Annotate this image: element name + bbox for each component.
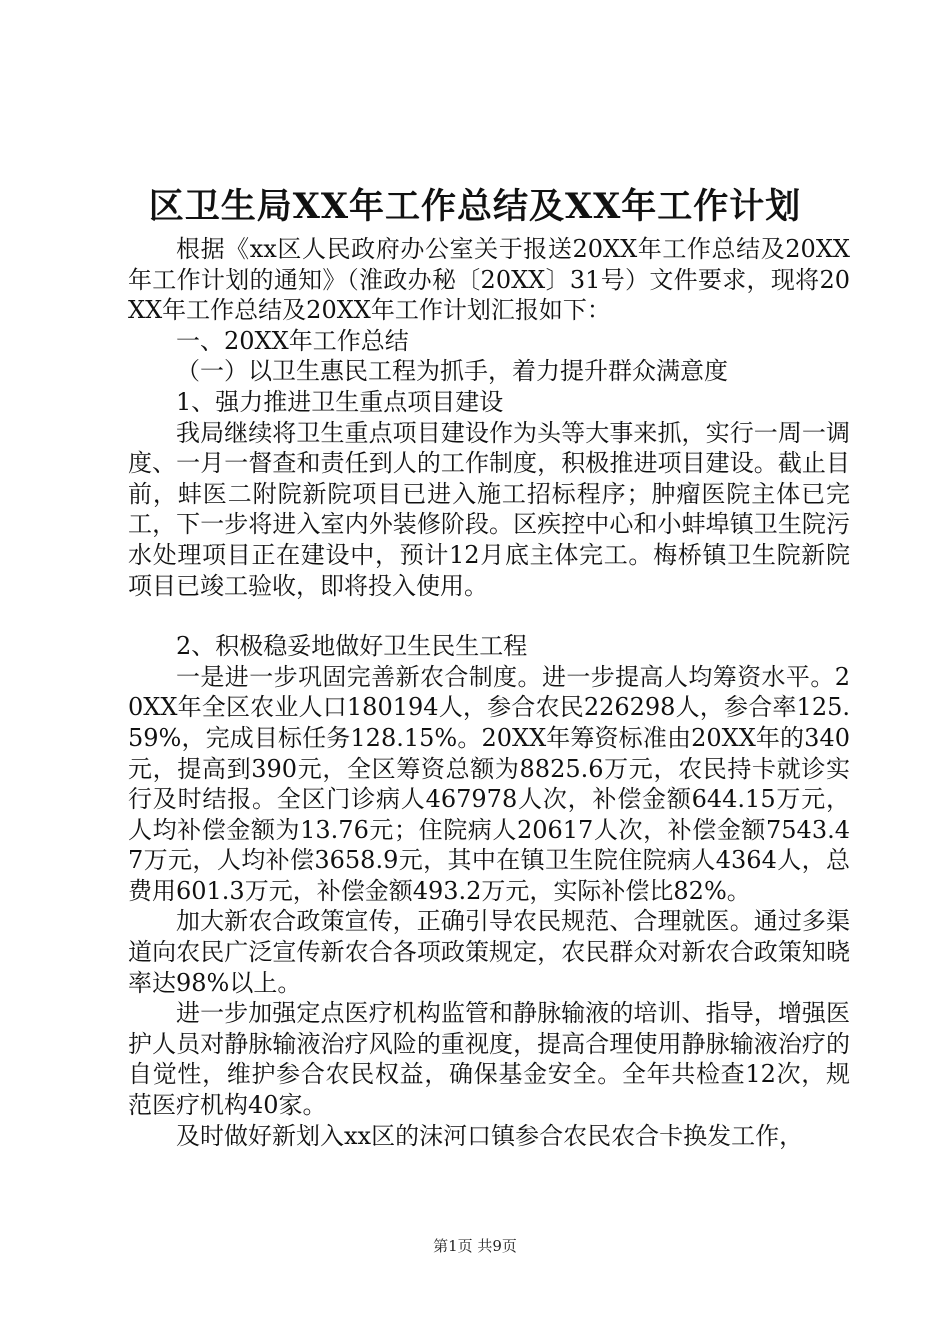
intro-paragraph: 根据《xx区人民政府办公室关于报送20XX年工作总结及20XX年工作计划的通知》（淮政办秘〔20XX〕31号）文件要求，现将20XX年工作总结及20XX年工作计划汇报如下： (128, 235, 850, 325)
item-heading-2: 2、积极稳妥地做好卫生民生工程 (176, 632, 528, 661)
section-heading-1: 一、20XX年工作总结 (176, 326, 409, 355)
body-paragraph: 一是进一步巩固完善新农合制度。进一步提高人均筹资水平。20XX年全区农业人口180194人，参合农民226298人，参合率125.59%，完成目标任务128.15%。20XX年筹资标准由20XX年的340元，提高到390元，全区筹资总额为8825.6万元，农民持卡就诊实行及时结报。全区门诊病人467978人次，补偿金额644.15万元，人均补偿金额为13.76元；住院病人20617人次，补偿金额7543.47万元，人均补偿3658.9元，其中在镇卫生院住院病人4364人，总费用601.3万元，补偿金额493.2万元，实际补偿比82%。 (128, 662, 850, 905)
body-paragraph: 加大新农合政策宣传，正确引导农民规范、合理就医。通过多渠道向农民广泛宣传新农合各项政策规定，农民群众对新农合政策知晓率达98%以上。 (128, 907, 850, 997)
body-paragraph: 进一步加强定点医疗机构监管和静脉输液的培训、指导，增强医护人员对静脉输液治疗风险的重视度，提高合理使用静脉输液治疗的自觉性，维护参合农民权益，确保基金安全。全年共检查12次，规范医疗机构40家。 (128, 999, 850, 1120)
document-title: 区卫生局XX年工作总结及XX年工作计划 (148, 186, 802, 227)
paragraph-spacer (128, 601, 850, 631)
subsection-heading-1: （一）以卫生惠民工程为抓手，着力提升群众满意度 (176, 357, 728, 386)
item-heading-1: 1、强力推进卫生重点项目建设 (176, 387, 504, 416)
page-footer: 第1页 共9页 (433, 1237, 517, 1255)
body-paragraph: 及时做好新划入xx区的沫河口镇参合农民农合卡换发工作， (176, 1121, 804, 1150)
body-paragraph: 我局继续将卫生重点项目建设作为头等大事来抓，实行一周一调度、一月一督查和责任到人的工作制度，积极推进项目建设。截止目前，蚌医二附院新院项目已进入施工招标程序；肿瘤医院主体已完工，下一步将进入室内外装修阶段。区疾控中心和小蚌埠镇卫生院污水处理项目正在建设中，预计12月底主体完工。梅桥镇卫生院新院项目已竣工验收，即将投入使用。 (128, 418, 850, 600)
document-body (128, 234, 850, 1151)
